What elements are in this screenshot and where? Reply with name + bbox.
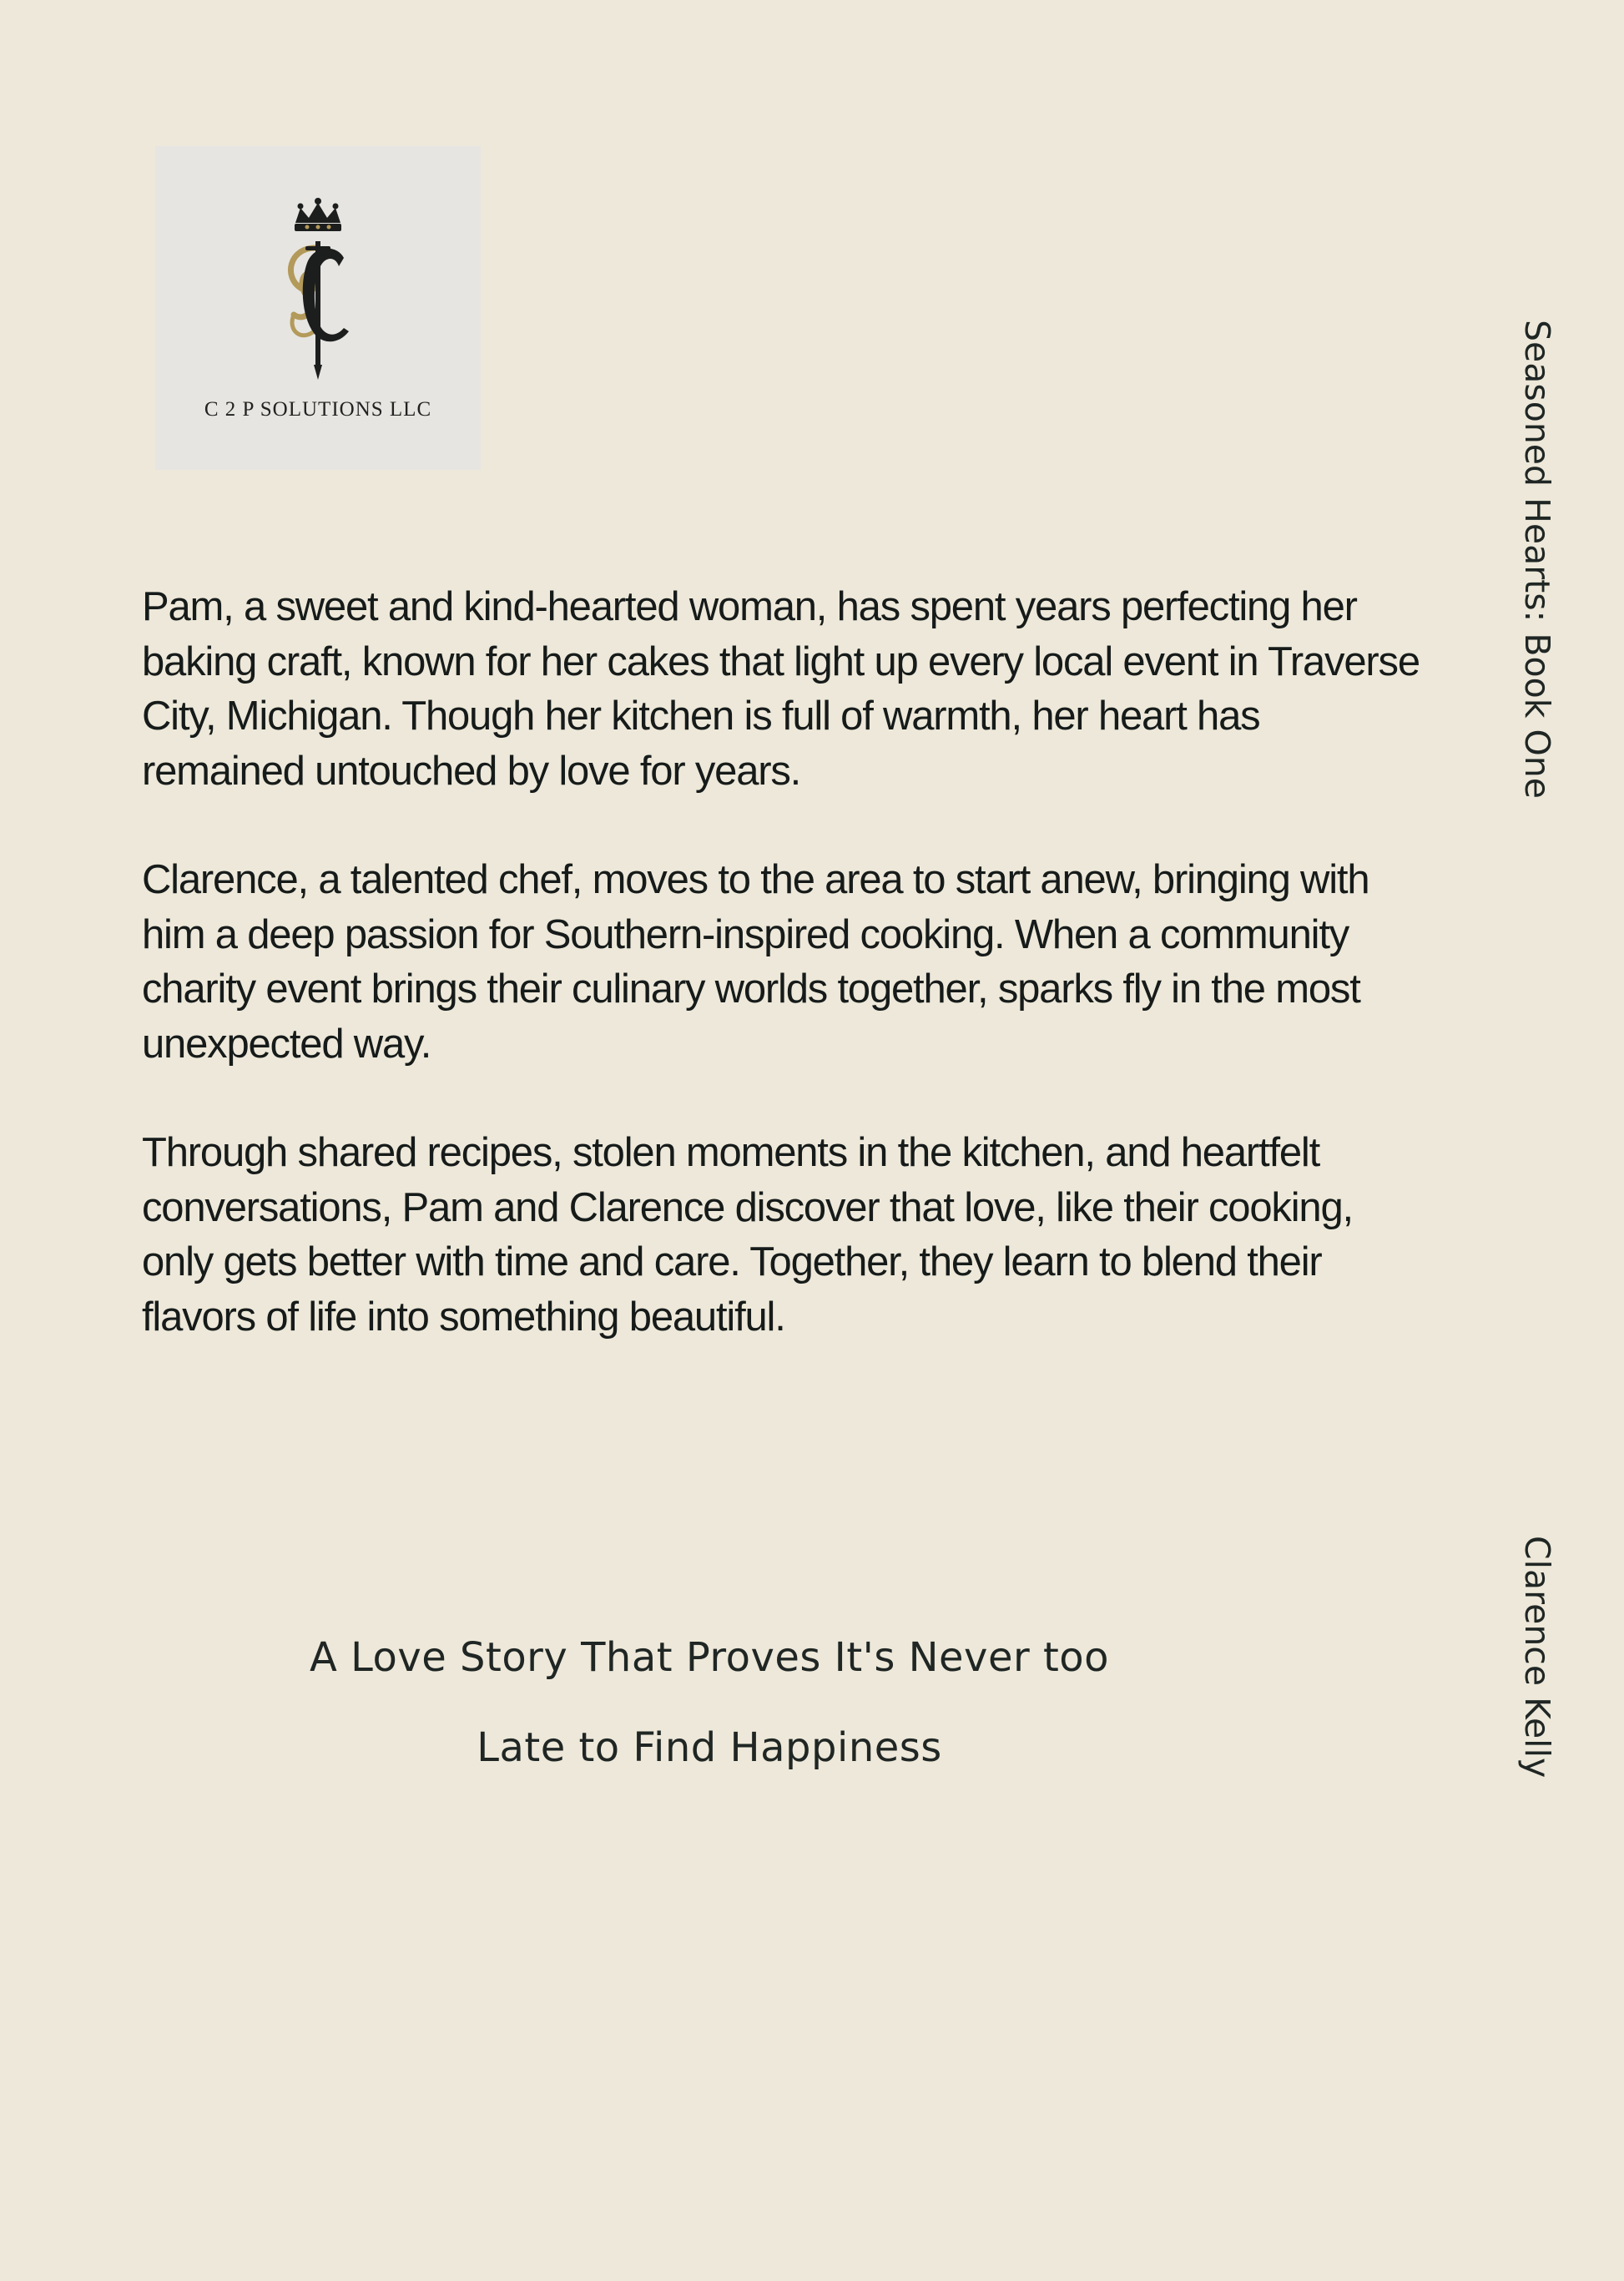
tagline-line-2: Late to Find Happiness [477, 1724, 942, 1771]
tagline-line-1: A Love Story That Proves It's Never too [309, 1634, 1110, 1681]
publisher-logo [155, 146, 481, 470]
description-paragraph-2: Clarence, a talented chef, moves to the area to start anew, bringing with him a deep passion for Southern-inspired cooking. When a community charity event brings their culinary worlds together, sparks fly in the most unexpected way. [142, 857, 1369, 1067]
spine-book-title: Seasoned Hearts: Book One [1517, 320, 1557, 799]
publisher-name: C 2 P SOLUTIONS LLC [204, 398, 432, 421]
book-description [142, 580, 1427, 1399]
description-paragraph-1: Pam, a sweet and kind-hearted woman, has spent years perfecting her baking craft, known for her cakes that light up every local event in Traverse City, Michigan. Though her kitchen is full of warmth, her heart has remained untouched by love for years. [142, 584, 1420, 794]
crowned-monogram-icon [272, 198, 364, 381]
description-paragraph-3: Through shared recipes, stolen moments in the kitchen, and heartfelt conversations, Pam and Clarence discover that love, like their cooking, only gets better with time and care. Together, they learn to blend their flavors of life into something beautiful. [142, 1130, 1353, 1340]
spine-author-name: Clarence Kelly [1517, 1536, 1557, 1779]
